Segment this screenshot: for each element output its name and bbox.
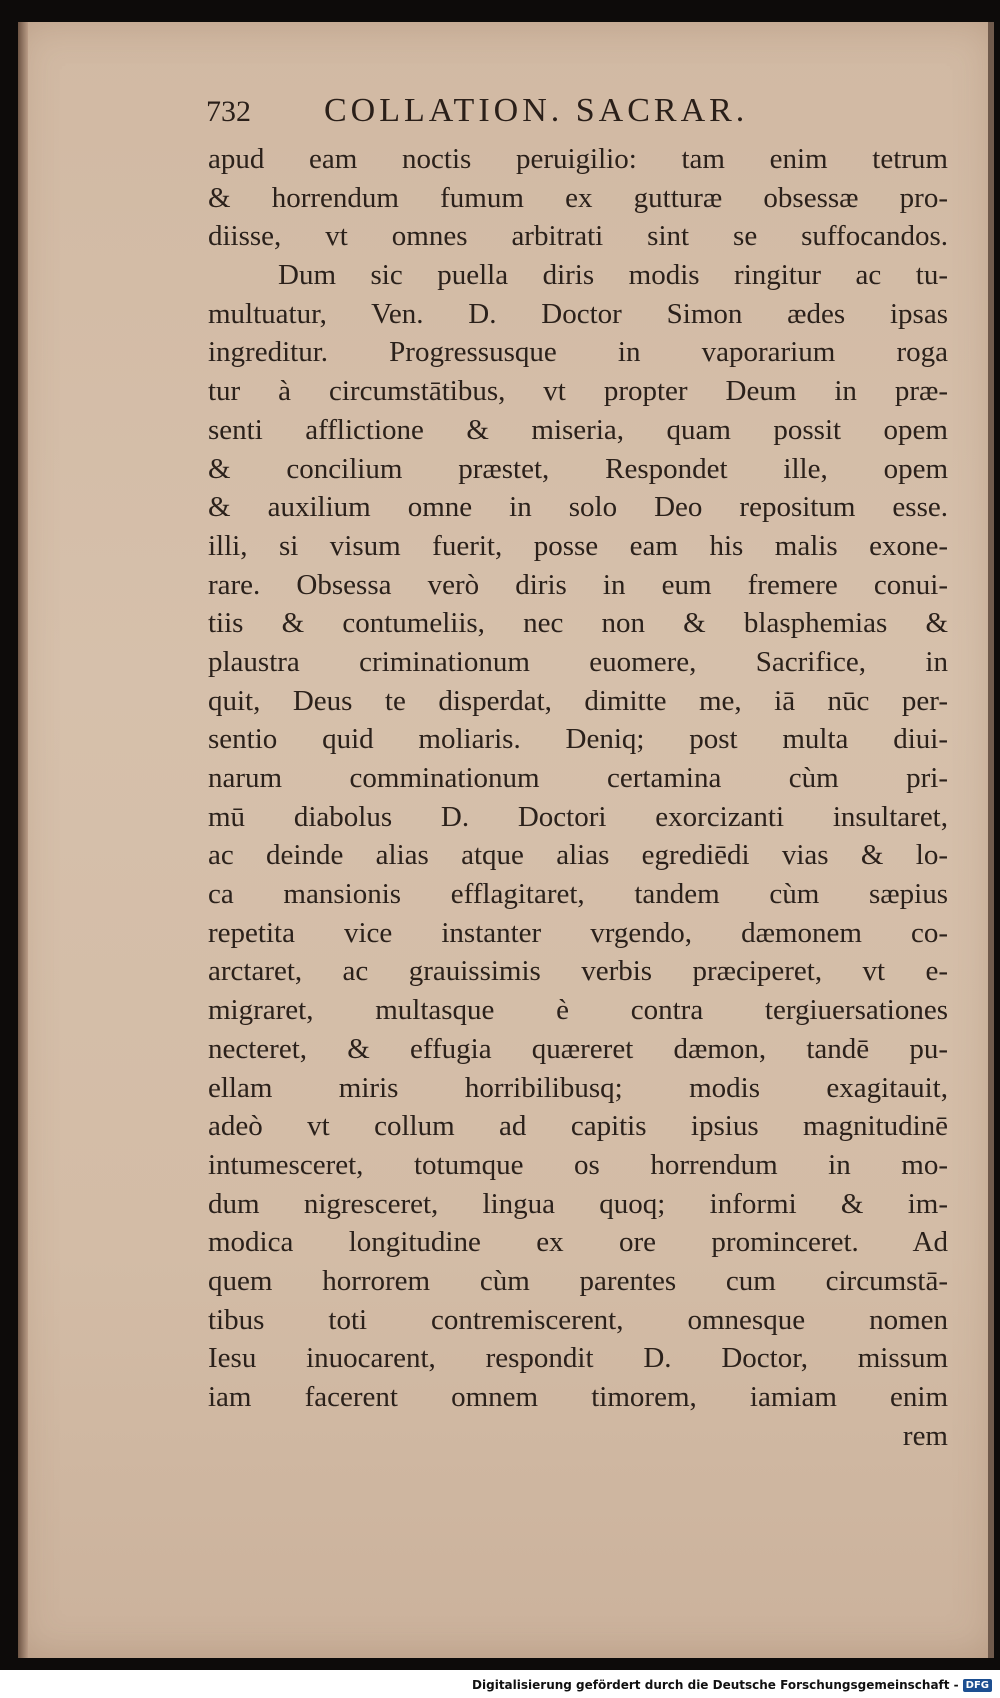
- text-line: adeò vt collum ad capitis ipsius magnitudinē: [208, 1110, 948, 1143]
- page-header: [206, 92, 846, 130]
- page-number: 732: [206, 95, 251, 128]
- text-line: modica longitudine ex ore prominceret. Ad: [208, 1226, 948, 1259]
- text-line: narum comminationum certamina cùm pri-: [208, 762, 948, 794]
- page-binding-edge: [18, 22, 28, 1658]
- catchword: rem: [902, 1419, 948, 1452]
- text-line: & horrendum fumum ex gutturæ obsessæ pro-: [208, 181, 948, 214]
- text-line: migraret, multasque è contra tergiuersationes: [208, 994, 948, 1027]
- text-line: arctaret, ac grauissimis verbis præciperet, vt e-: [208, 955, 948, 988]
- text-line: illi, si visum fuerit, posse eam his malis exone-: [208, 529, 948, 562]
- text-line: multuatur, Ven. D. Doctor Simon ædes ipsas: [208, 297, 948, 330]
- digitization-credit: [0, 1676, 992, 1694]
- text-line: & auxilium omne in solo Deo repositum esse.: [208, 491, 948, 524]
- text-line: sentio quid moliaris. Deniq; post multa diui-: [208, 723, 948, 756]
- text-line: dum nigresceret, lingua quoq; informi & im-: [208, 1187, 948, 1220]
- text-line: Iesu inuocarent, respondit D. Doctor, missum: [208, 1342, 948, 1375]
- text-line: iam facerent omnem timorem, iamiam enim: [208, 1381, 948, 1413]
- text-line: ingreditur. Progressusque in vaporarium roga: [208, 336, 948, 369]
- text-line: apud eam noctis peruigilio: tam enim tetrum: [208, 143, 948, 175]
- body-text: [208, 140, 948, 1455]
- text-line: ellam miris horribilibusq; modis exagitauit,: [208, 1071, 948, 1104]
- text-line: intumesceret, totumque os horrendum in mo-: [208, 1148, 948, 1181]
- text-line: tur à circumstātibus, vt propter Deum in præ-: [208, 375, 948, 408]
- running-head: COLLATION. SACRAR.: [324, 92, 749, 129]
- text-line: quit, Deus te disperdat, dimitte me, iā nūc per-: [208, 684, 948, 717]
- text-line: repetita vice instanter vrgendo, dæmonem co-: [208, 916, 948, 949]
- text-line: plaustra criminationum euomere, Sacrifice, in: [208, 645, 948, 678]
- dfg-logo: DFG: [963, 1679, 992, 1692]
- text-line: quem horrorem cùm parentes cum circumstā-: [208, 1264, 948, 1297]
- text-line: ac deinde alias atque alias egrediēdi vias & lo-: [208, 839, 948, 872]
- text-line: tibus toti contremiscerent, omnesque nomen: [208, 1303, 948, 1336]
- text-line: Dum sic puella diris modis ringitur ac tu-: [278, 259, 948, 292]
- page-fore-edge: [988, 22, 994, 1658]
- text-line: tiis & contumeliis, nec non & blasphemias &: [208, 607, 948, 640]
- text-line: senti afflictione & miseria, quam possit opem: [208, 413, 948, 446]
- credit-text: Digitalisierung gefördert durch die Deutsche Forschungsgemeinschaft -: [472, 1678, 959, 1692]
- text-line: & concilium præstet, Respondet ille, opem: [208, 452, 948, 485]
- text-line: ca mansionis efflagitaret, tandem cùm sæpius: [208, 878, 948, 911]
- text-line: mū diabolus D. Doctori exorcizanti insultaret,: [208, 800, 948, 833]
- text-line: diisse, vt omnes arbitrati sint se suffocandos.: [208, 220, 948, 253]
- text-line: necteret, & effugia quæreret dæmon, tandē pu-: [208, 1032, 948, 1065]
- text-line: rare. Obsessa verò diris in eum fremere conui-: [208, 568, 948, 601]
